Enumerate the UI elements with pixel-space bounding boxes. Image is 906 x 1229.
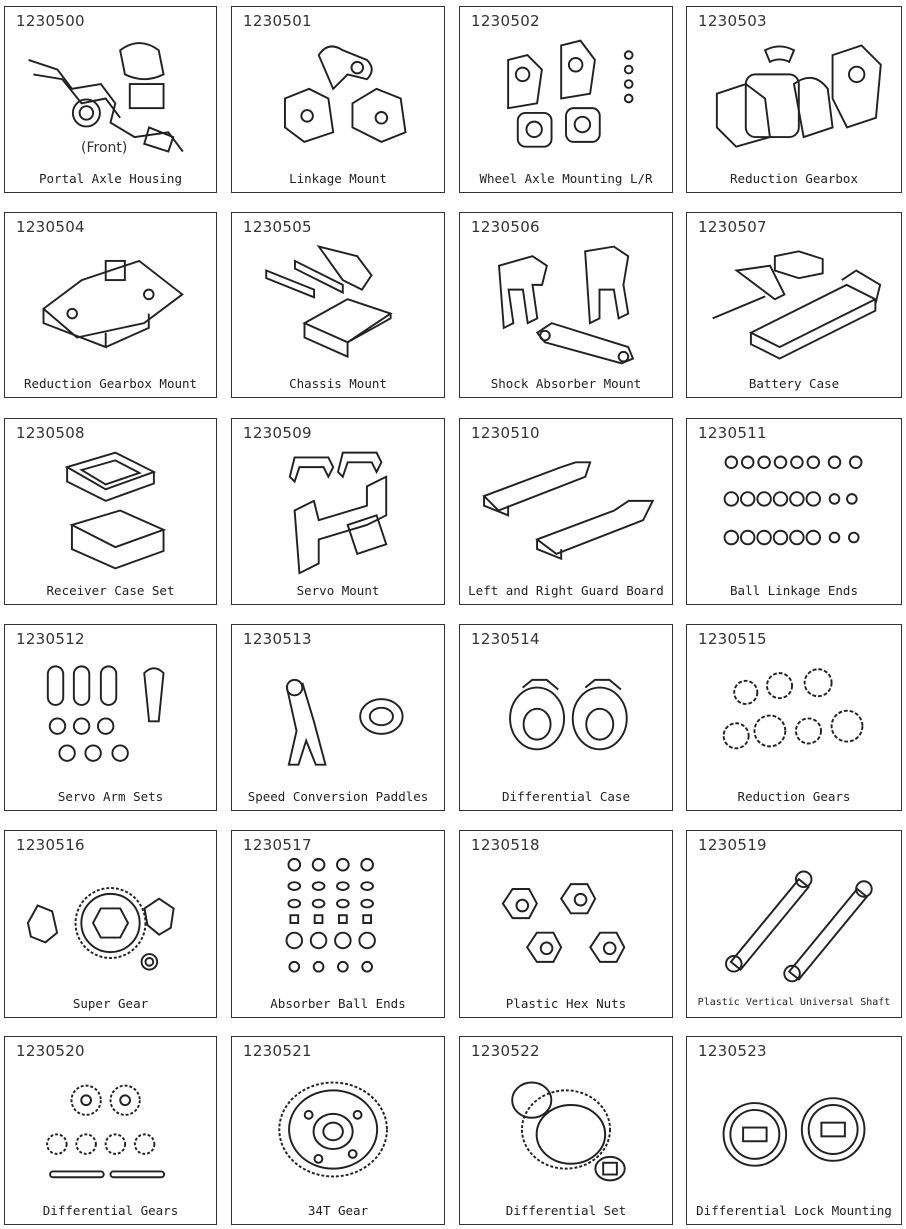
part-name: Shock Absorber Mount (490, 376, 642, 391)
spur-gear-icon (13, 855, 208, 991)
linkage-mount-icon (240, 31, 436, 166)
part-name: Battery Case (748, 376, 840, 391)
part-code: 1230501 (243, 12, 312, 30)
part-card-1230521 (231, 1036, 445, 1225)
hex-nuts-icon (468, 855, 664, 991)
part-card-1230522 (459, 1036, 673, 1225)
receiver-case-icon (13, 443, 208, 578)
part-code: 1230504 (16, 218, 85, 236)
part-card-1230523 (686, 1036, 902, 1225)
servo-mount-icon (240, 443, 436, 578)
part-card-1230514 (459, 624, 673, 811)
lock-mounting-icon (695, 1061, 893, 1198)
part-code: 1230514 (471, 630, 540, 648)
part-name: 34T Gear (307, 1203, 369, 1218)
part-code: 1230509 (243, 424, 312, 442)
part-card-1230520 (4, 1036, 217, 1225)
chassis-mount-icon (240, 237, 436, 371)
part-code: 1230503 (698, 12, 767, 30)
part-code: 1230519 (698, 836, 767, 854)
part-code: 1230508 (16, 424, 85, 442)
part-name: Portal Axle Housing (39, 171, 182, 186)
part-name: Linkage Mount (289, 171, 387, 186)
part-code: 1230513 (243, 630, 312, 648)
paddles-icon (240, 649, 436, 784)
part-code: 1230502 (471, 12, 540, 30)
part-code: 1230511 (698, 424, 767, 442)
part-code: 1230512 (16, 630, 85, 648)
part-card-1230511 (686, 418, 902, 605)
part-name: Wheel Axle Mounting L/R (479, 171, 653, 186)
part-card-1230507 (686, 212, 902, 398)
part-name: Plastic Hex Nuts (505, 996, 627, 1011)
gearbox-icon (695, 31, 893, 166)
part-name: Absorber Ball Ends (270, 996, 406, 1011)
part-card-1230503 (686, 6, 902, 193)
gearbox-mount-icon (13, 237, 208, 371)
part-name: Servo Arm Sets (57, 789, 164, 804)
part-name: Differential Case (502, 789, 630, 804)
wheel-axle-mounting-icon (468, 31, 664, 166)
part-name: Reduction Gearbox (730, 171, 858, 186)
part-code: 1230521 (243, 1042, 312, 1060)
part-code: 1230523 (698, 1042, 767, 1060)
gears-icon (695, 649, 893, 784)
part-card-1230515 (686, 624, 902, 811)
part-card-1230500 (4, 6, 217, 193)
ring-gear-icon (240, 1061, 436, 1198)
part-name: Speed Conversion Paddles (247, 789, 429, 804)
part-name: Receiver Case Set (46, 583, 175, 598)
part-code: 1230506 (471, 218, 540, 236)
part-card-1230501 (231, 6, 445, 193)
part-card-1230508 (4, 418, 217, 605)
part-card-1230519 (686, 830, 902, 1018)
part-name: Differential Lock Mounting (696, 1203, 892, 1218)
part-card-1230510 (459, 418, 673, 605)
part-code: 1230520 (16, 1042, 85, 1060)
part-name: Chassis Mount (289, 376, 387, 391)
shock-mount-icon (468, 237, 664, 371)
part-name: Servo Mount (296, 583, 380, 598)
part-code: 1230505 (243, 218, 312, 236)
absorber-ends-icon (240, 855, 436, 991)
part-name: Super Gear (72, 996, 149, 1011)
part-code: 1230518 (471, 836, 540, 854)
part-name: Differential Set (505, 1203, 627, 1218)
part-code: 1230522 (471, 1042, 540, 1060)
part-card-1230513 (231, 624, 445, 811)
part-code: 1230515 (698, 630, 767, 648)
part-code: 1230517 (243, 836, 312, 854)
part-card-1230505 (231, 212, 445, 398)
part-name: Left and Right Guard Board (468, 583, 664, 598)
part-card-1230504 (4, 212, 217, 398)
universal-shaft-icon (695, 855, 893, 991)
part-card-1230502 (459, 6, 673, 193)
diff-set-icon (468, 1061, 664, 1198)
part-name: Plastic Vertical Universal Shaft (697, 997, 891, 1008)
ball-ends-icon (695, 443, 893, 578)
part-name: Reduction Gearbox Mount (23, 376, 198, 391)
part-card-1230517 (231, 830, 445, 1018)
part-code: 1230507 (698, 218, 767, 236)
part-card-1230516 (4, 830, 217, 1018)
diff-case-icon (468, 649, 664, 784)
bevel-gears-icon (13, 1061, 208, 1198)
part-card-1230512 (4, 624, 217, 811)
part-name: Reduction Gears (737, 789, 851, 804)
part-code: 1230510 (471, 424, 540, 442)
part-card-1230506 (459, 212, 673, 398)
part-code: 1230500 (16, 12, 85, 30)
servo-arms-icon (13, 649, 208, 784)
part-card-1230509 (231, 418, 445, 605)
part-card-1230518 (459, 830, 673, 1018)
front-note: (Front) (81, 140, 128, 156)
part-name: Ball Linkage Ends (730, 583, 858, 598)
guard-board-icon (468, 443, 664, 578)
part-code: 1230516 (16, 836, 85, 854)
part-name: Differential Gears (42, 1203, 179, 1218)
battery-case-icon (695, 237, 893, 371)
